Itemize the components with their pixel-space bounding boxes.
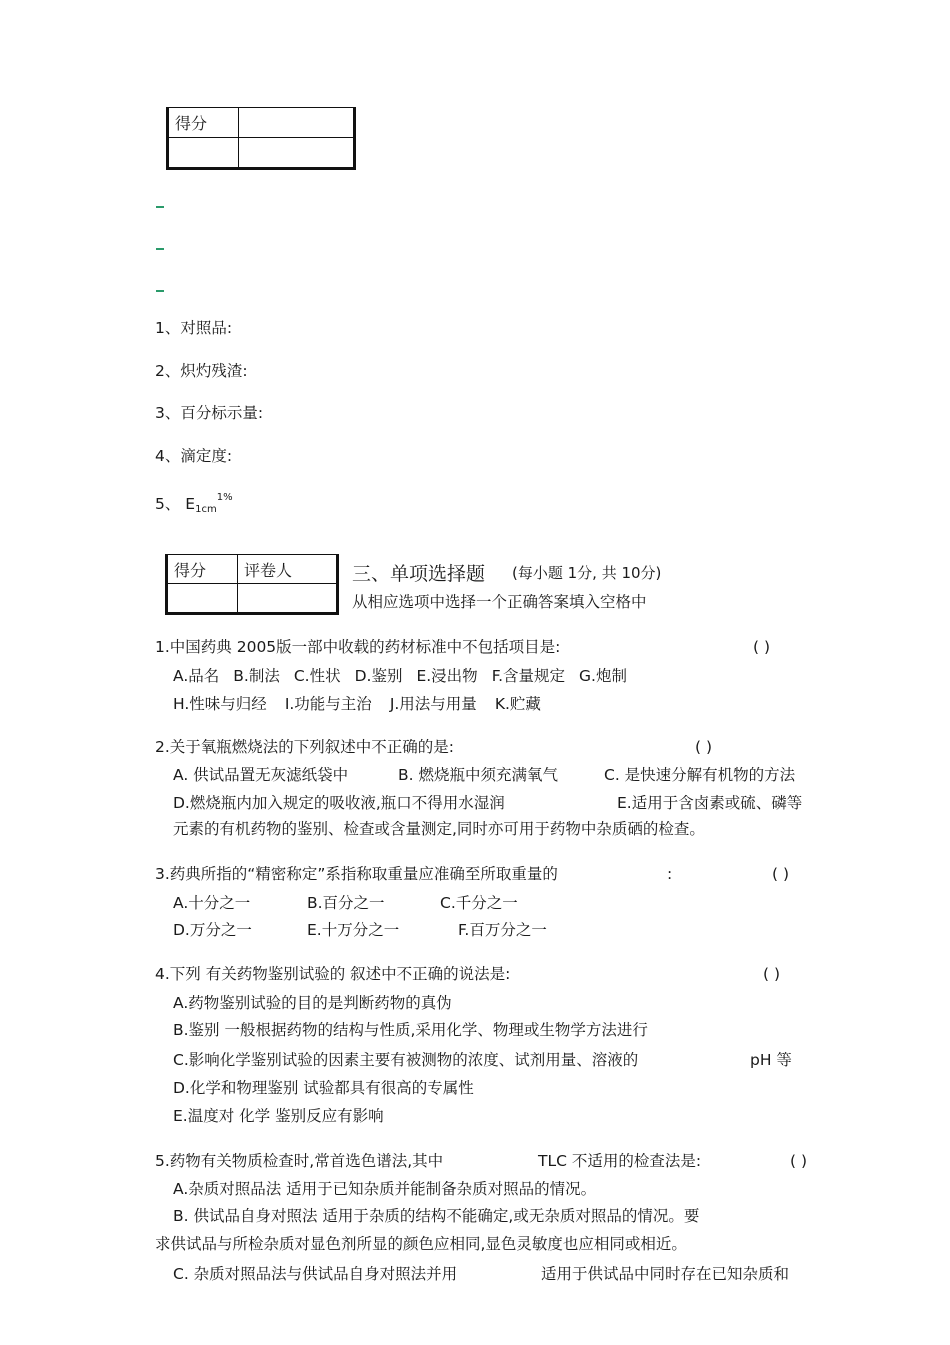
score-value-cell[interactable]	[239, 108, 355, 138]
term-item-5-sub: 1cm	[195, 504, 217, 515]
score-label: 得分	[167, 555, 238, 584]
q1-option[interactable]: E.浸出物	[416, 667, 478, 685]
q4-answer-blank[interactable]: ( )	[763, 965, 781, 983]
score-table-top	[166, 107, 356, 170]
dash-marker-2	[156, 248, 164, 250]
q5-option-a[interactable]: A.杂质对照品法 适用于已知杂质并能制备杂质对照品的情况。	[173, 1180, 597, 1198]
q3-option-f[interactable]: F.百万分之一	[458, 921, 547, 939]
q3-colon: :	[667, 865, 673, 883]
score-table-section3	[165, 554, 339, 615]
section3-title: 三、单项选择题	[352, 563, 486, 585]
grader-label: 评卷人	[238, 555, 338, 584]
score-entry-cell[interactable]	[168, 138, 239, 169]
q4-option-a[interactable]: A.药物鉴别试验的目的是判断药物的真伪	[173, 994, 452, 1012]
term-item-3: 3、百分标示量:	[155, 404, 264, 422]
score-label: 得分	[168, 108, 239, 138]
term-item-4: 4、滴定度:	[155, 447, 233, 465]
q3-option-e[interactable]: E.十万分之一	[307, 921, 400, 939]
section3-instruction: 从相应选项中选择一个正确答案填入空格中	[352, 593, 647, 611]
q5-option-b-cont: 求供试品与所检杂质对显色剂所显的颜色应相同,显色灵敏度也应相同或相近。	[155, 1235, 687, 1253]
q2-text: 2.关于氧瓶燃烧法的下列叙述中不正确的是:	[155, 738, 455, 756]
grader-entry-cell[interactable]	[238, 584, 338, 614]
q5-text: 5.药物有关物质检查时,常首选色谱法,其中	[155, 1152, 444, 1170]
q1-answer-blank[interactable]: ( )	[753, 638, 771, 656]
q5-option-b[interactable]: B. 供试品自身对照法 适用于杂质的结构不能确定,或无杂质对照品的情况。要	[173, 1207, 700, 1225]
q4-option-c-tail: pH 等	[750, 1051, 792, 1069]
q1-option[interactable]: I.功能与主治	[284, 695, 372, 713]
q5-answer-blank[interactable]: ( )	[790, 1152, 808, 1170]
q5-option-c-tail: 适用于供试品中同时存在已知杂质和	[541, 1265, 790, 1283]
q3-text: 3.药典所指的“精密称定”系指称取重量应准确至所取重量的	[155, 865, 558, 883]
q2-option-e[interactable]: E.适用于含卤素或硫、磷等	[617, 794, 803, 812]
q3-option-c[interactable]: C.千分之一	[440, 894, 518, 912]
score-entry-cell-2[interactable]	[239, 138, 355, 169]
dash-marker-1	[156, 206, 164, 208]
term-item-2: 2、炽灼残渣:	[155, 362, 248, 380]
q1-options-line2	[173, 694, 541, 714]
q4-text: 4.下列 有关药物鉴别试验的 叙述中不正确的说法是:	[155, 965, 511, 983]
term-item-5	[155, 488, 233, 520]
q1-option[interactable]: C.性状	[293, 667, 341, 685]
q5-option-c[interactable]: C. 杂质对照品法与供试品自身对照法并用	[173, 1265, 458, 1283]
q1-option[interactable]: H.性味与归经	[173, 695, 267, 713]
section3-note: (每小题 1分, 共 10分)	[512, 564, 662, 582]
q1-option[interactable]: D.鉴别	[354, 667, 403, 685]
q4-option-b[interactable]: B.鉴别 一般根据药物的结构与性质,采用化学、物理或生物学方法进行	[173, 1021, 648, 1039]
q3-option-b[interactable]: B.百分之一	[307, 894, 385, 912]
q2-answer-blank[interactable]: ( )	[695, 738, 713, 756]
q1-option[interactable]: A.品名	[173, 667, 220, 685]
q1-option[interactable]: F.含量规定	[491, 667, 566, 685]
q1-options-line1	[173, 666, 627, 686]
q4-option-c[interactable]: C.影响化学鉴别试验的因素主要有被测物的浓度、试剂用量、溶液的	[173, 1051, 639, 1069]
term-item-5-prefix: 5、 E	[155, 495, 196, 513]
dash-marker-3	[156, 290, 164, 292]
q2-option-e-cont: 元素的有机药物的鉴别、检查或含量测定,同时亦可用于药物中杂质硒的检查。	[173, 820, 705, 838]
q2-option-c[interactable]: C. 是快速分解有机物的方法	[604, 766, 796, 784]
q5-text-tlc: TLC 不适用的检查法是:	[538, 1152, 702, 1170]
q1-option[interactable]: J.用法与用量	[389, 695, 477, 713]
q3-option-d[interactable]: D.万分之一	[173, 921, 252, 939]
q1-option[interactable]: B.制法	[233, 667, 280, 685]
term-item-1: 1、对照品:	[155, 319, 233, 337]
q1-option[interactable]: G.炮制	[579, 667, 627, 685]
q1-option[interactable]: K.贮藏	[494, 695, 541, 713]
q2-option-b[interactable]: B. 燃烧瓶中须充满氧气	[398, 766, 558, 784]
q1-text: 1.中国药典 2005版一部中收载的药材标准中不包括项目是:	[155, 638, 561, 656]
q4-option-e[interactable]: E.温度对 化学 鉴别反应有影响	[173, 1107, 384, 1125]
term-item-5-sup: 1%	[216, 492, 233, 503]
q2-option-d[interactable]: D.燃烧瓶内加入规定的吸收液,瓶口不得用水湿润	[173, 794, 505, 812]
score-entry-cell[interactable]	[167, 584, 238, 614]
q2-option-a[interactable]: A. 供试品置无灰滤纸袋中	[173, 766, 349, 784]
q3-option-a[interactable]: A.十分之一	[173, 894, 251, 912]
q3-answer-blank[interactable]: ( )	[772, 865, 790, 883]
q4-option-d[interactable]: D.化学和物理鉴别 试验都具有很高的专属性	[173, 1079, 474, 1097]
